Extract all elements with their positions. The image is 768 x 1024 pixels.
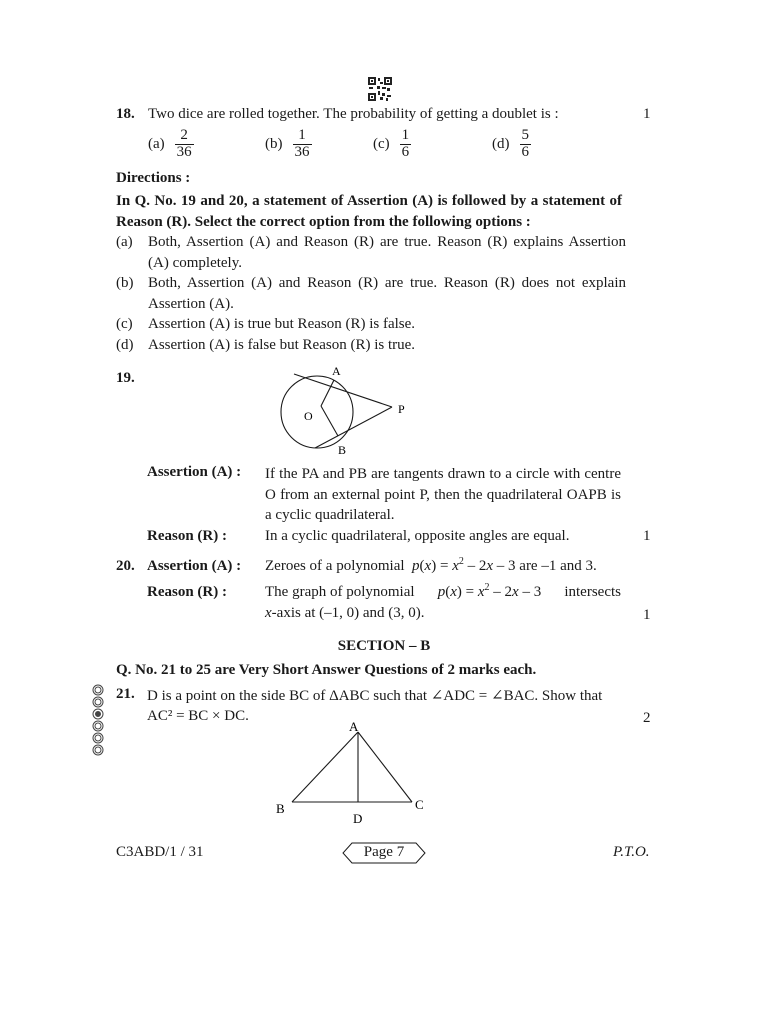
- side-ab: [292, 732, 358, 802]
- option-label: (c): [116, 316, 133, 332]
- q18-option-c: [373, 128, 411, 161]
- option-text: Assertion (A) is false but Reason (R) is true.: [148, 336, 416, 353]
- label-d: D: [353, 811, 363, 826]
- q18-text: Two dice are rolled together. The probability of getting a doublet is :: [148, 106, 559, 122]
- numerator: 1: [401, 127, 410, 143]
- triangle-figure: [270, 718, 430, 828]
- option-label: (a): [148, 135, 165, 152]
- numerator: 2: [180, 127, 188, 143]
- q21-line2: AC² = BC × DC.: [147, 708, 249, 724]
- option-label: (d): [116, 336, 134, 353]
- page-number: Page 7: [363, 844, 405, 860]
- q21-number: 21.: [116, 686, 135, 702]
- label-c: C: [415, 797, 424, 812]
- qr-code-icon: [367, 76, 393, 102]
- tangent-circle-figure: [270, 362, 420, 460]
- option-label: (d): [492, 135, 510, 152]
- q18-option-b: [265, 128, 312, 161]
- q18-options: [148, 128, 548, 168]
- q18-marks: 1: [643, 106, 651, 122]
- margin-circles-icon: [90, 682, 106, 762]
- q20-assertion-line: Zeroes of a polynomial $p(x) = x^2 - 2x - 3$ are –1 and 3.: [265, 556, 597, 574]
- ar-option-a: [116, 232, 626, 273]
- q20-marks: 1: [643, 607, 651, 623]
- label-p: P: [398, 402, 405, 416]
- q20-reason-label: Reason (R) :: [147, 584, 227, 600]
- circle: [281, 376, 353, 448]
- label-a: A: [332, 364, 341, 378]
- polynomial-expression: p: [408, 558, 420, 574]
- q19-assertion-text: If the PA and PB are tangents drawn to a circle with centre O from an external point P, then the quadrilateral OAPB is a cyclic quadrilateral.: [265, 466, 621, 523]
- denominator: 6: [401, 143, 410, 160]
- fraction: [175, 128, 194, 161]
- q21-line1: D is a point on the side BC of ΔABC such that ∠ADC = ∠BAC. Show that: [147, 688, 603, 704]
- q20-assertion-post: are –1 and 3.: [519, 558, 597, 574]
- option-label: (b): [116, 275, 134, 291]
- q20-reason-line2: [265, 605, 425, 622]
- fraction: [293, 128, 312, 161]
- numerator: 5: [521, 127, 529, 143]
- tangent-pa: [294, 374, 392, 407]
- ar-option-b: [116, 273, 626, 314]
- q20-reason-line: [265, 584, 621, 601]
- q18-number: 18.: [116, 106, 135, 122]
- assertion-reason-options: [116, 232, 626, 357]
- q20-reason-post: intersects: [564, 584, 621, 600]
- section-b-subtitle: Q. No. 21 to 25 are Very Short Answer Questions of 2 marks each.: [116, 662, 537, 678]
- label-a: A: [349, 719, 359, 734]
- q20-reason-line2-text: -axis at (–1, 0) and (3, 0).: [271, 605, 425, 621]
- q19-marks: 1: [643, 528, 651, 544]
- pto-text: P.T.O.: [613, 844, 650, 860]
- option-label: (c): [373, 135, 390, 152]
- page-number-badge: [342, 842, 426, 864]
- section-b-title: SECTION – B: [337, 638, 431, 654]
- option-label: (b): [265, 135, 283, 152]
- q19-assertion-label: Assertion (A) :: [147, 464, 242, 480]
- denominator: 6: [521, 143, 529, 160]
- fraction: [520, 128, 532, 161]
- q20-assertion-label: Assertion (A) :: [147, 558, 242, 574]
- option-text: Assertion (A) is true but Reason (R) is false.: [148, 316, 416, 332]
- q20-reason-pre: The graph of polynomial: [265, 584, 415, 600]
- label-o: O: [304, 409, 313, 423]
- q19-reason-text: In a cyclic quadrilateral, opposite angles are equal.: [265, 528, 570, 544]
- denominator: 36: [294, 143, 310, 160]
- fraction: [400, 128, 412, 161]
- q20-assertion-pre: Zeroes of a polynomial: [265, 558, 405, 574]
- radius-ob: [321, 406, 338, 436]
- polynomial-expression: $p(x) = x^2 - 2x - 3$: [437, 582, 542, 600]
- option-text: Both, Assertion (A) and Reason (R) are true. Reason (R) does not explain Assertion (A).: [148, 275, 626, 312]
- option-label: (a): [116, 234, 133, 250]
- x-variable: x: [265, 605, 272, 621]
- q19-number: 19.: [116, 370, 135, 386]
- side-ac: [358, 732, 412, 802]
- denominator: 36: [176, 143, 192, 160]
- directions-instruction: In Q. No. 19 and 20, a statement of Assertion (A) is followed by a statement of Reason (R). Select the correct option from the following options :: [116, 193, 622, 230]
- q21-marks: 2: [643, 710, 651, 726]
- label-b: B: [276, 801, 285, 816]
- numerator: 1: [298, 127, 306, 143]
- option-text: Both, Assertion (A) and Reason (R) are true. Reason (R) explains Assertion (A) completely.: [148, 234, 626, 271]
- q18-option-d: [492, 128, 531, 161]
- paper-code: C3ABD/1 / 31: [116, 844, 204, 860]
- directions-heading: Directions :: [116, 170, 191, 186]
- q20-number: 20.: [116, 558, 135, 574]
- label-b: B: [338, 443, 347, 457]
- q18-option-a: [148, 128, 194, 161]
- q19-reason-label: Reason (R) :: [147, 528, 227, 544]
